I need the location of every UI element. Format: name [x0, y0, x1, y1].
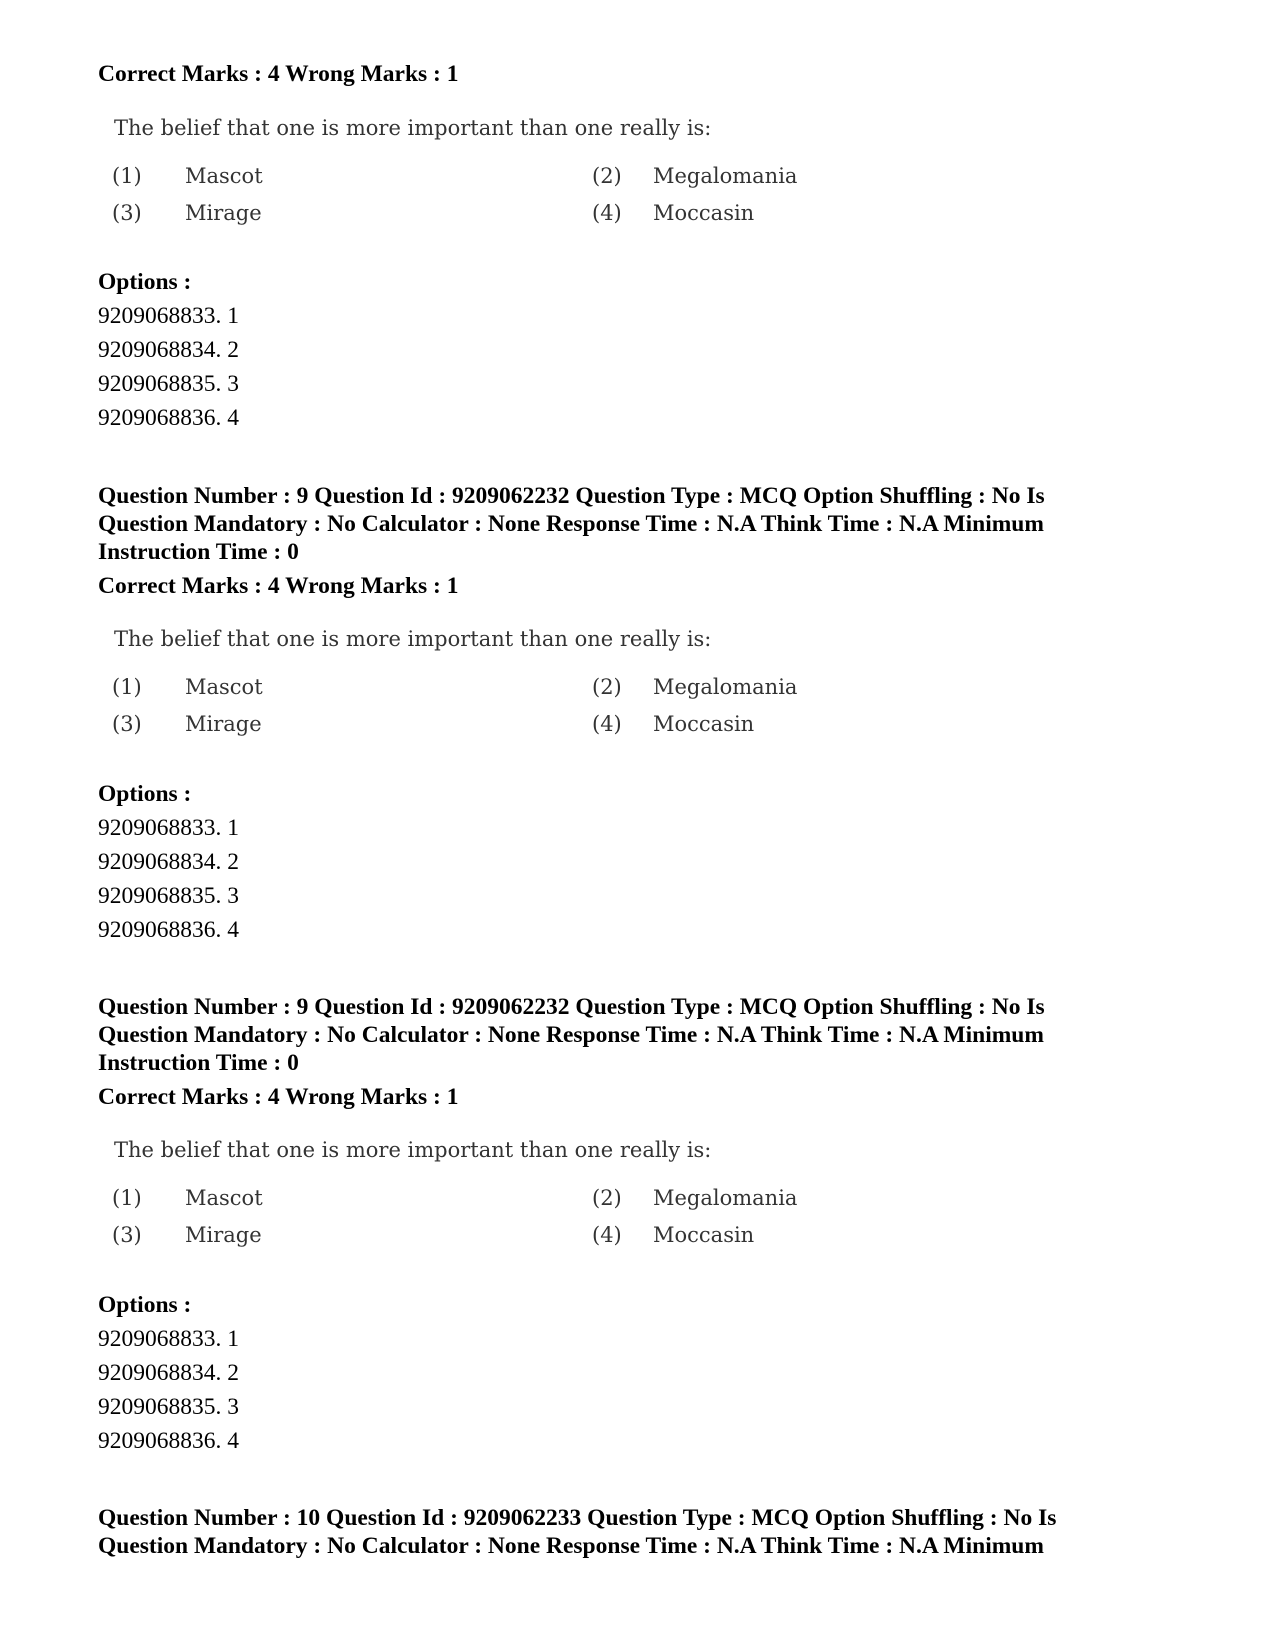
choice-number: (4) [592, 201, 622, 225]
question-image [98, 627, 858, 757]
question-header-line: Question Number : 10 Question Id : 9209062233 Question Type : MCQ Option Shuffling : No Is [98, 1505, 1057, 1531]
question-stem: The belief that one is more important than one really is: [114, 1138, 712, 1162]
option-line: 9209068833. 1 [98, 303, 239, 329]
option-line: 9209068835. 3 [98, 883, 239, 909]
question-header-line: Question Mandatory : No Calculator : None Response Time : N.A Think Time : N.A Minimum [98, 1533, 1044, 1559]
question-image [98, 1138, 858, 1268]
marks-line: Correct Marks : 4 Wrong Marks : 1 [98, 1084, 459, 1110]
options-label: Options : [98, 269, 192, 295]
choice-number: (4) [592, 712, 622, 736]
marks-line: Correct Marks : 4 Wrong Marks : 1 [98, 61, 459, 87]
option-line: 9209068834. 2 [98, 1360, 239, 1386]
choice-text: Mascot [185, 1186, 263, 1210]
choice-text: Moccasin [653, 201, 755, 225]
question-header-line: Question Mandatory : No Calculator : None Response Time : N.A Think Time : N.A Minimum [98, 511, 1044, 537]
option-line: 9209068835. 3 [98, 1394, 239, 1420]
option-line: 9209068836. 4 [98, 1428, 239, 1454]
options-label: Options : [98, 1292, 192, 1318]
choice-text: Megalomania [653, 164, 798, 188]
choice-number: (3) [112, 712, 142, 736]
choice-text: Moccasin [653, 712, 755, 736]
option-line: 9209068833. 1 [98, 815, 239, 841]
question-header-line: Question Number : 9 Question Id : 9209062232 Question Type : MCQ Option Shuffling : No Is [98, 994, 1045, 1020]
choice-number: (2) [592, 164, 622, 188]
choice-text: Moccasin [653, 1223, 755, 1247]
question-header-line: Question Mandatory : No Calculator : None Response Time : N.A Think Time : N.A Minimum [98, 1022, 1044, 1048]
question-stem: The belief that one is more important than one really is: [114, 116, 712, 140]
choice-text: Mascot [185, 164, 263, 188]
choice-number: (2) [592, 1186, 622, 1210]
option-line: 9209068834. 2 [98, 337, 239, 363]
choice-number: (3) [112, 201, 142, 225]
choice-text: Mascot [185, 675, 263, 699]
question-header-line: Question Number : 9 Question Id : 9209062232 Question Type : MCQ Option Shuffling : No Is [98, 483, 1045, 509]
choice-text: Mirage [185, 1223, 262, 1247]
option-line: 9209068835. 3 [98, 371, 239, 397]
option-line: 9209068834. 2 [98, 849, 239, 875]
option-line: 9209068836. 4 [98, 917, 239, 943]
option-line: 9209068833. 1 [98, 1326, 239, 1352]
choice-text: Megalomania [653, 1186, 798, 1210]
choice-text: Mirage [185, 201, 262, 225]
option-line: 9209068836. 4 [98, 405, 239, 431]
question-stem: The belief that one is more important than one really is: [114, 627, 712, 651]
choice-number: (4) [592, 1223, 622, 1247]
choice-number: (2) [592, 675, 622, 699]
choice-number: (3) [112, 1223, 142, 1247]
question-header-line: Instruction Time : 0 [98, 1050, 299, 1076]
choice-text: Mirage [185, 712, 262, 736]
question-image [98, 116, 858, 246]
options-label: Options : [98, 781, 192, 807]
choice-number: (1) [112, 1186, 142, 1210]
marks-line: Correct Marks : 4 Wrong Marks : 1 [98, 573, 459, 599]
choice-number: (1) [112, 164, 142, 188]
question-header-line: Instruction Time : 0 [98, 539, 299, 565]
choice-number: (1) [112, 675, 142, 699]
choice-text: Megalomania [653, 675, 798, 699]
